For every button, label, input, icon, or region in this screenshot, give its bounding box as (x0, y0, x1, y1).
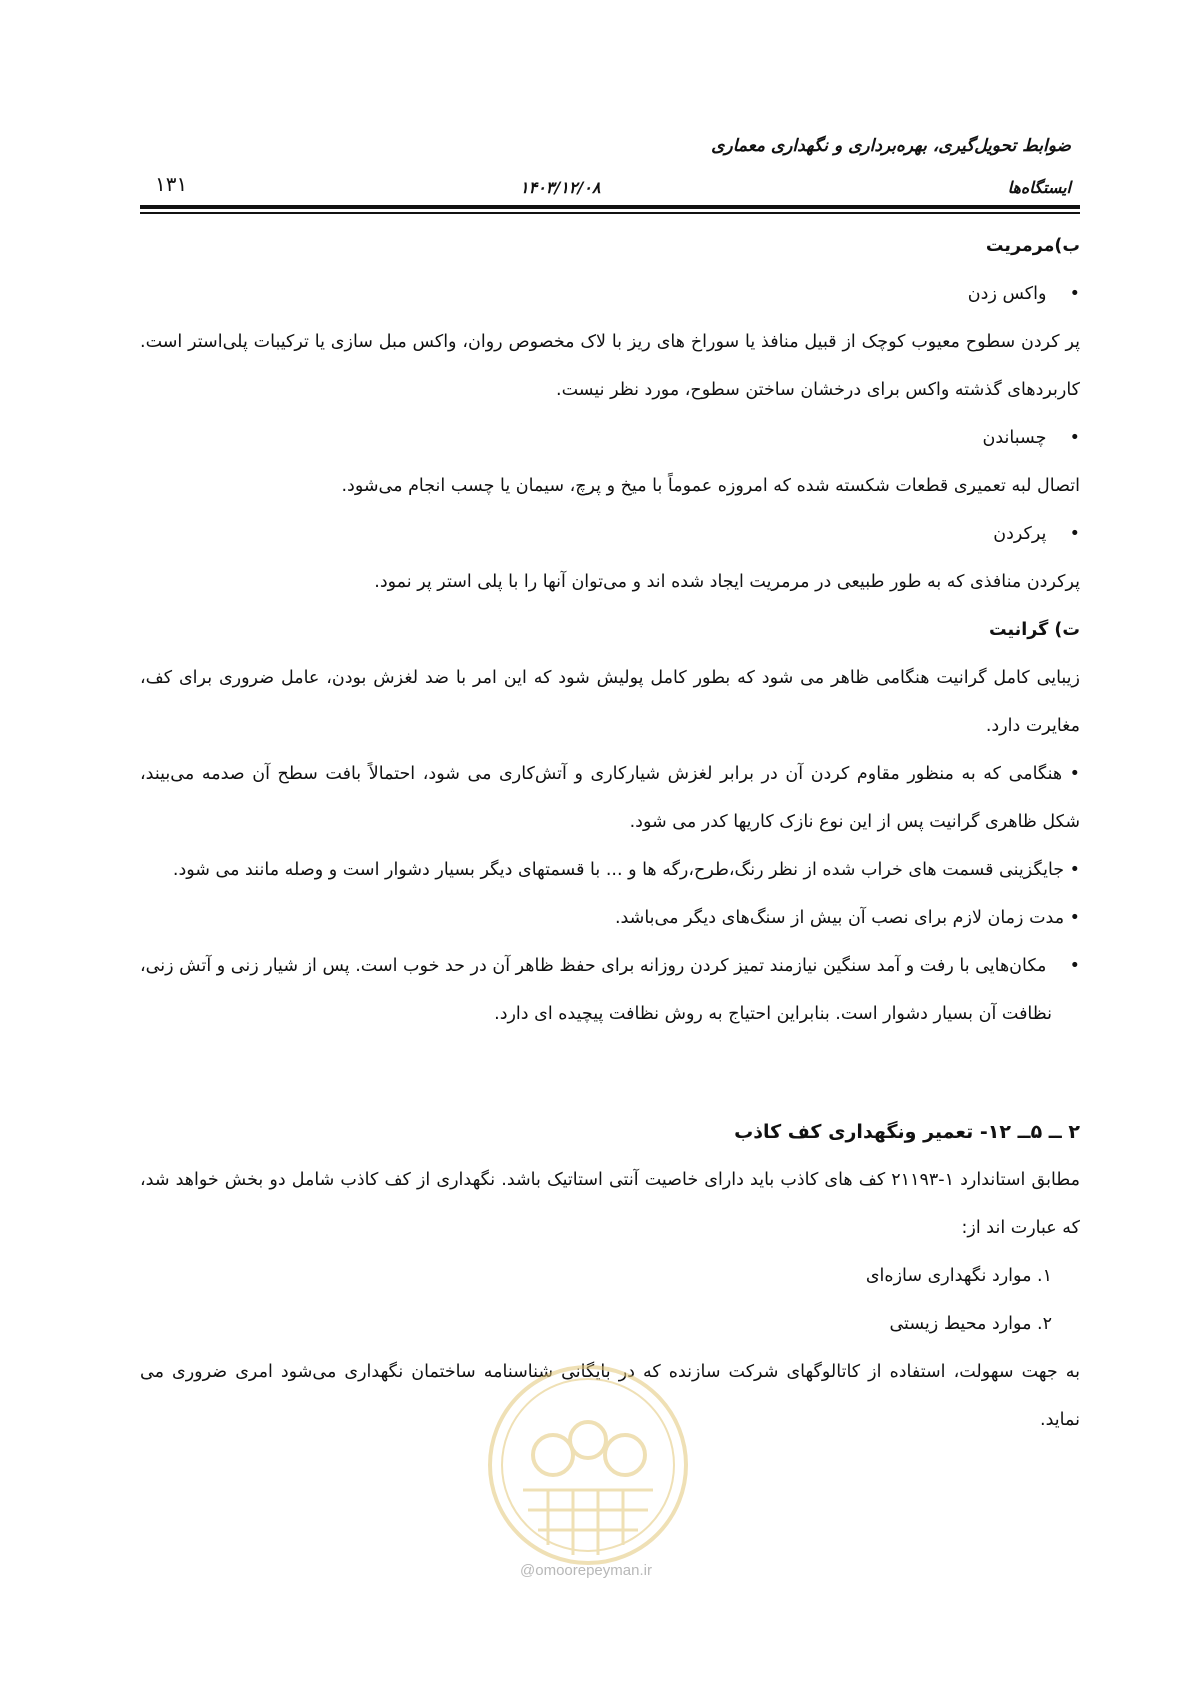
bullet-glue-label: چسباندن (982, 428, 1047, 448)
bullet-dot: • (1069, 284, 1080, 304)
section-spacer (140, 1038, 1080, 1108)
heading-granite: ت) گرانیت (989, 620, 1080, 640)
bullet-wax (140, 270, 1080, 318)
bullet-glue (140, 414, 1080, 462)
paragraph-wax: پر کردن سطوح معیوب کوچک از قبیل منافذ یا سوراخ های ریز با لاک مخصوص روان، واکس مبل سازی یا ترکیبات پلی‌استر است. کاربردهای گذشته واکس برای درخشان ساختن سطوح، مورد نظر نیست. (140, 332, 1080, 400)
header-title: ضوابط تحویل‌گیری، بهره‌برداری و نگهداری معماری (711, 136, 1071, 156)
bullet-dot: • (1069, 956, 1080, 976)
heading-marble: ب)مرمریت (985, 236, 1080, 256)
header-date: ۱۴۰۳/۱۲/۰۸ (520, 178, 601, 197)
seal-graphic (490, 1367, 686, 1563)
header-rule-thin (140, 212, 1080, 214)
paragraph-glue: اتصال لبه تعمیری قطعات شکسته شده که امروزه عموماً با میخ و پرچ، سیمان یا چسب انجام می‌شود. (341, 476, 1080, 496)
granite-point-replace: • جایگزینی قسمت های خراب شده از نظر رنگ،طرح،رگه ها و ... با قسمتهای دیگر بسیار دشوار است و وصله مانند می شود. (172, 860, 1080, 880)
granite-point-clean-text: مکان‌هایی با رفت و آمد سنگین نیازمند تمیز کردن روزانه برای حفظ ظاهر آن در حد خوب است. پس از شیار زنی و آتش زنی، نظافت آن بسیار دشوار است. بنابراین احتیاج به روش نظافت پیچیده ای دارد. (140, 956, 1052, 1024)
watermark-seal-icon (483, 1360, 693, 1570)
paragraph-fill: پرکردن منافذی که به طور طبیعی در مرمریت ایجاد شده اند و می‌توان آنها را با پلی استر پر نمود. (374, 572, 1080, 592)
paragraph-raised-floor: مطابق استاندارد ۱-۲۱۱۹۳ کف های کاذب باید دارای خاصیت آنتی استاتیک باشد. نگهداری از کف کاذب شامل دو بخش خواهد شد، که عبارت اند از: (140, 1170, 1081, 1238)
bullet-wax-label: واکس زدن (967, 284, 1047, 304)
granite-point-install: • مدت زمان لازم برای نصب آن بیش از سنگ‌های دیگر می‌باشد. (614, 908, 1080, 928)
heading-raised-floor: ۲ ــ ۵ــ ۱۲- تعمیر ونگهداری کف کاذب (734, 1121, 1080, 1143)
numbered-item-2: ۲. موارد محیط زیستی (889, 1314, 1052, 1334)
header-section: ایستگاه‌ها (1007, 178, 1071, 197)
bullet-dot: • (1069, 524, 1080, 544)
paragraph-granite: زیبایی کامل گرانیت هنگامی ظاهر می شود که بطور کامل پولیش شود که این امر با ضد لغزش بودن، عامل ضروری برای کف، مغایرت دارد. (140, 668, 1080, 736)
watermark-caption: @omoorepeyman.ir (520, 1562, 652, 1579)
header-rule-thick (140, 205, 1080, 209)
granite-point-slip: • هنگامی که به منظور مقاوم کردن آن در برابر لغزش شیارکاری و آتش‌کاری می شود، احتمالاً بافت سطح آن صدمه می‌بیند، شکل ظاهری گرانیت پس از این نوع نازک کاریها کدر می شود. (140, 764, 1080, 832)
bullet-dot: • (1069, 428, 1080, 448)
bullet-fill-label: پرکردن (993, 524, 1047, 544)
paragraph-catalog: به جهت سهولت، استفاده از کاتالوگهای شرکت سازنده که در بایگانی شناسنامه ساختمان نگهداری می‌شود امری ضروری می نماید. (140, 1362, 1080, 1430)
bullet-fill (140, 510, 1080, 558)
page-number: ۱۳۱ (155, 172, 188, 196)
granite-point-clean (140, 942, 1080, 1038)
document-body (140, 222, 1080, 1444)
numbered-item-1: ۱. موارد نگهداری سازه‌ای (865, 1266, 1052, 1286)
